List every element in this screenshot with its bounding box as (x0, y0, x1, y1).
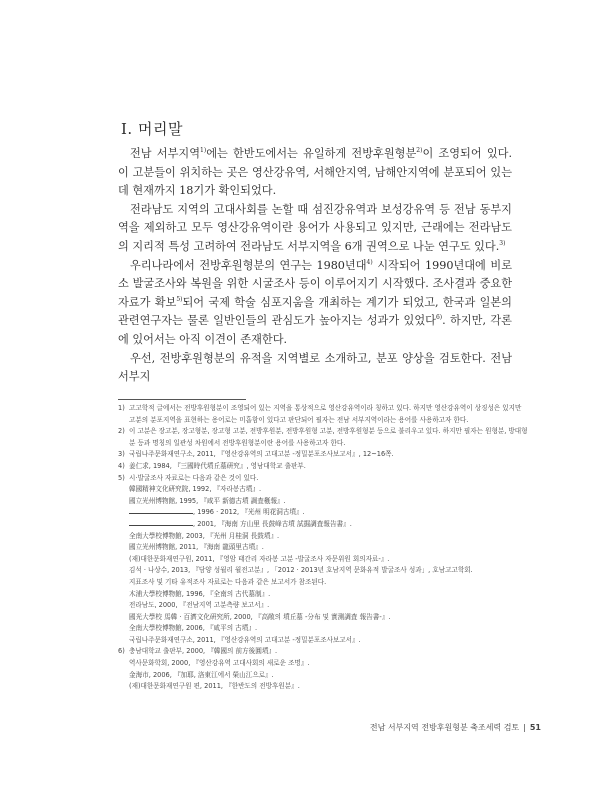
reference (118, 507, 528, 519)
text: 이 조영되어 있다. 이 고분들이 위치하는 곳은 영산강유역, 서해안지역, 남해안지역에 분포되어 있는데 현재까지 18기가 확인되었다. (118, 147, 512, 198)
footnote-text: 姜仁求, 1984, 『三國時代墳丘墓硏究』, 영남대학교 출판부. (129, 461, 306, 470)
reference: (재)대한문화재연구원 편, 2011, 『한반도의 전방후원분』. (129, 682, 300, 691)
text: . 하지만, 각론에 있어서는 아직 이견이 존재한다. (118, 314, 512, 346)
reference: 國立光州博物館, 2011, 『海南 龍頭里古墳』. (129, 543, 264, 552)
paragraph-1 (118, 145, 512, 201)
footnote-ref[interactable]: 1) (200, 147, 207, 154)
text: 우리나라에서 전방후원형분의 연구는 1980년대 (130, 258, 367, 272)
reference (118, 519, 528, 531)
reference: 國光大學校 馬韓 · 百濟文化硏究所, 2000, 『高敞의 墳丘墓 -分布 및 實測調査 報告書-』. (129, 612, 391, 621)
footnote-1 (118, 403, 528, 426)
footnote-ref[interactable]: 6) (435, 314, 443, 322)
footnote-number: 6) (118, 647, 125, 656)
reference: (재)대한문화재연구원, 2011, 『영암 태간리 자라봉 고분 -발굴조사 자문위원 회의자료-』. (129, 554, 390, 563)
footnote-number: 1) (118, 404, 125, 412)
footnote-text: 고고학적 글에서는 전방후원형분이 조영되어 있는 지역을 통상적으로 영산강유역이라 칭하고 있다. 하지만 영산강유역이 상징성은 있지만 고분의 분포지역을 표현하는 용어로는 미흡함이 있다고 판단되어 필자는 전남 서부지역이라는 용어를 사용하고자 한다. (129, 404, 522, 424)
footnote-text: 시·발굴조사 자료로는 다음과 같은 것이 있다. (129, 473, 259, 482)
reference: 김석 · 나상수, 2013, 『담양 성월리 월전고분』, 「2012 · 2013년 호남지역 문화유적 발굴조사 성과」, 호남고고학회. (129, 566, 473, 575)
footnote-ref[interactable]: 3) (499, 239, 506, 247)
footnote-number: 3) (118, 450, 125, 459)
footnote-number: 4) (118, 461, 125, 470)
text: 시작되어 1990년대에 비로소 발굴조사와 복원을 위한 시굴조사 등이 이루어지기 시작했다. 조사결과 중요한 자료가 확보 (118, 258, 512, 309)
reference: 지표조사 및 기타 유적조사 자료로는 다음과 같은 보고서가 참조된다. (129, 577, 327, 586)
footnote-ref[interactable]: 4) (366, 258, 373, 266)
text: 전남 서부지역 (130, 147, 201, 160)
running-title: 전남 서부지역 전방후원형분 축조세력 검토 (369, 723, 520, 732)
footnote-ref[interactable]: 2) (416, 147, 423, 154)
reference: 金海市, 2006, 『加耶, 洛東江에서 榮山江으로』. (129, 670, 274, 679)
page-footer (370, 722, 541, 733)
footnote-4 (118, 461, 528, 473)
text: 에는 한반도에서는 유일하게 전방후원형분 (206, 147, 417, 160)
reference: 韓國精神文化硏究院, 1992, 『자라봉古墳』. (129, 485, 262, 494)
reference: 국립나주문화재연구소, 2011, 『영산강유역의 고대고분 -정밀분포조사보고서』. (129, 635, 361, 644)
ditto-line (129, 507, 193, 514)
paragraph-3 (118, 257, 512, 350)
footnote-divider (118, 399, 246, 400)
reference: 전라남도, 2000, 『전남지역 고분측량 보고서』. (129, 601, 270, 610)
footnote-5 (118, 473, 528, 485)
page-number: 51 (529, 723, 541, 732)
footnote-ref[interactable]: 5) (176, 295, 183, 303)
footnote-2 (118, 426, 528, 449)
reference-text: , 2001, 『海南 方山里 長鼓峰古墳 試掘調査報告書』. (193, 519, 352, 528)
footnotes (118, 403, 528, 693)
text: 되어 국제 학술 심포지움을 개최하는 계기가 되었고, 한국과 일본의 관련연구자는 물론 일반인들의 관심도가 높아지는 성과가 있었다 (118, 295, 512, 328)
body-text (118, 145, 512, 387)
reference: 國立光州博物館, 1995, 『咸平 新德古墳 調査槪報』. (129, 496, 286, 505)
reference: 역사문화학회, 2000, 『영산강유역 고대사회의 새로운 조명』. (129, 659, 310, 668)
footnote-number: 2) (118, 427, 125, 436)
text: 전라남도 지역의 고대사회를 논할 때 섬진강유역과 보성강유역 등 전남 동부지 역을 제외하고 모두 영산강유역이란 용어가 사용되고 있지만, 근래에는 전라남도 의 지리적 특성 고려하여 전라남도 서부지역을 6개 권역으로 나눈 연구도 있다. (118, 202, 512, 253)
reference: 全南大學校博物館, 2003, 『光州 月桂洞 長鼓墳』. (129, 531, 280, 540)
reference-text: , 1996 · 2012, 『光州 明花洞古墳』. (193, 508, 305, 517)
paragraph-2 (118, 201, 512, 257)
footnote-6 (118, 646, 528, 658)
text: 우선, 전방후원형분의 유적을 지역별로 소개하고, 분포 양상을 검토한다. 전남 서부지 (118, 351, 512, 384)
separator: | (523, 723, 526, 732)
footnote-text: 이 고분은 장고분, 장고형분, 장고형 고분, 전방후원분, 전방후원형 고분, 전방후원형분 등으로 불리우고 있다. 하지만 필자는 원형분, 방대형분 등과 명칭의 일관성 차원에서 전방후원형분이란 용어를 사용하고자 한다. (129, 427, 528, 447)
footnote-3 (118, 449, 528, 461)
section-heading: Ⅰ. 머리말 (121, 120, 183, 138)
reference: 木浦大學校博物館, 1996, 『全南의 古代墓制』. (129, 589, 271, 598)
reference: 全南大學校博物館, 2006, 『咸平의 古墳』. (129, 624, 258, 633)
ditto-line (129, 519, 193, 526)
paragraph-4 (118, 350, 512, 387)
footnote-number: 5) (118, 473, 125, 482)
footnote-text: 충남대학교 출판부, 2000, 『韓國의 前方後圓墳』. (129, 647, 278, 656)
footnote-text: 국립나주문화재연구소, 2011, 『영산강유역의 고대고분 -정밀분포조사보고서』, 12~16쪽. (129, 450, 394, 459)
